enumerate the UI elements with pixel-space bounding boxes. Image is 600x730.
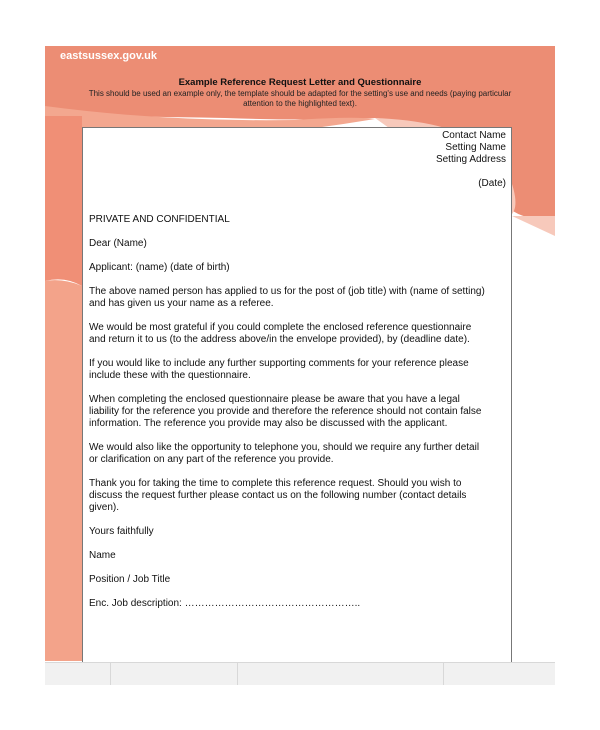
paragraph-line: Position / Job Title [89,574,171,585]
letter-paragraph [89,394,506,430]
subtitle-line: This should be used an example only, the template should be adapted for the setting's use and needs (paying particular [88,89,512,98]
letter-date: (Date) [478,178,506,189]
paragraph-line: or clarification on any part of the reference you provide. [89,454,334,465]
letter-paragraph [89,214,506,226]
letter-paragraph [89,322,506,346]
letter-paragraph [89,550,506,562]
letter-body [82,127,512,662]
paragraph-line: Dear (Name) [89,238,147,249]
paragraph-line: given). [89,502,120,513]
grid-divider [237,663,238,685]
paragraph-line: information. The reference you provide may also be discussed with the applicant. [89,418,448,429]
paragraph-line: include these with the questionnaire. [89,370,251,381]
paragraph-line: Yours faithfully [89,526,154,537]
banner-left-lower [45,280,82,661]
paragraph-line: and return it to us (to the address above/in the envelope provided), by (deadline date). [89,334,470,345]
address-line: Contact Name [442,130,506,141]
letter-paragraph [89,442,506,466]
paragraph-line: discuss the request further please contact us on the following number (contact details [89,490,467,501]
document-page [45,46,555,686]
paragraph-line: The above named person has applied to us for the post of (job title) with (name of setting) [89,286,485,297]
letter-paragraph [89,286,506,310]
letter-paragraph [89,526,506,538]
paragraph-line: Name [89,550,116,561]
banner-left-strip [45,116,82,286]
recipient-address [89,130,506,166]
grid-divider [110,663,111,685]
letter-paragraph [89,262,506,274]
letter-paragraph [89,478,506,514]
paragraph-line: If you would like to include any further supporting comments for your reference please [89,358,469,369]
paragraph-line: and has given us your name as a referee. [89,298,274,309]
paragraph-line: We would also like the opportunity to telephone you, should we require any further detail [89,442,480,453]
subtitle-line: attention to the highlighted text). [243,99,357,108]
paragraph-line: PRIVATE AND CONFIDENTIAL [89,214,230,225]
spreadsheet-grid-row [45,662,555,685]
letter-paragraph [89,358,506,382]
address-line: Setting Name [445,142,506,153]
paragraph-line: liability for the reference you provide and therefore the reference should not contain false [89,406,482,417]
paragraph-line: Enc. Job description: …………………………………………….. [89,598,361,609]
paragraph-line: Applicant: (name) (date of birth) [89,262,230,273]
address-line: Setting Address [435,154,506,165]
paragraph-line: Thank you for taking the time to complete this reference request. Should you wish to [89,478,462,489]
document-subtitle [65,89,535,109]
grid-divider [443,663,444,685]
paragraph-line: When completing the enclosed questionnaire please be aware that you have a legal [89,394,460,405]
document-title: Example Reference Request Letter and Questionnaire [178,77,422,88]
letter-paragraph [89,238,506,250]
site-logo-text[interactable]: eastsussex.gov.uk [60,50,158,62]
paragraph-line: We would be most grateful if you could complete the enclosed reference questionnaire [89,322,472,333]
letter-paragraph [89,598,506,610]
letter-paragraph [89,574,506,586]
